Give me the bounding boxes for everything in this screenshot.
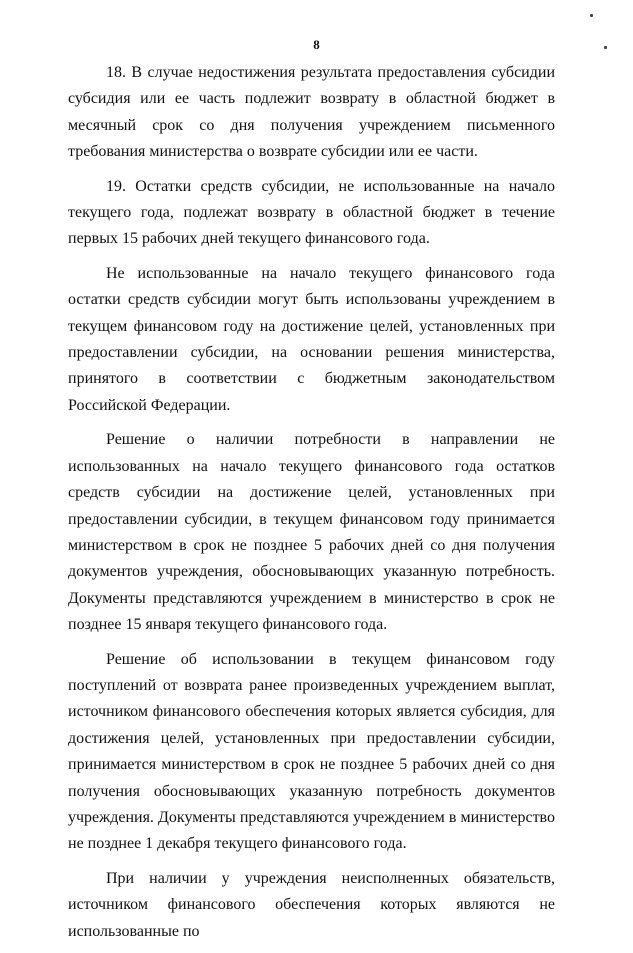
paragraph-unfulfilled-obligations: При наличии у учреждения неисполненных обязательств, источником финансового обеспечения которых являются не использованные по <box>68 869 555 940</box>
paragraph-receipts-decision: Решение об использовании в текущем финансовом году поступлений от возврата ранее произведенных учреждением выплат, источником финансового обеспечения которых является субсидия, для достижения целей, установленных при предоставлении субсидии, принимается министерством в срок не позднее 5 рабочих дней со дня получения обосновывающих указанную потребность документов учреждения. Документы представляются учреждением в министерство не позднее 1 декабря текущего финансового года. <box>68 650 555 853</box>
scan-speck <box>590 14 593 17</box>
scan-speck <box>604 46 607 49</box>
document-body <box>68 60 555 953</box>
paragraph-need-decision: Решение о наличии потребности в направлении не использованных на начало текущего финансового года остатков средств субсидии на достижение целей, установленных при предоставлении субсидии, в текущем финансовом году принимается министерством в срок не позднее 5 рабочих дней со дня получения документов учреждения, обосновывающих указанную потребность. Документы представляются учреждением в министерство в срок не позднее 15 января текущего финансового года. <box>68 431 555 634</box>
page-number: 8 <box>313 37 320 52</box>
paragraph-19: 19. Остатки средств субсидии, не использованные на начало текущего года, подлежат возврату в областной бюджет в течение первых 15 рабочих дней текущего финансового года. <box>68 177 555 248</box>
paragraph-18: 18. В случае недостижения результата предоставления субсидии субсидия или ее часть подлежит возврату в областной бюджет в месячный срок со дня получения учреждением письменного требования министерства о возврате субсидии или ее части. <box>68 64 555 161</box>
paragraph-unused-balances: Не использованные на начало текущего финансового года остатки средств субсидии могут быть использованы учреждением в текущем финансовом году на достижение целей, установленных при предоставлении субсидии, на основании решения министерства, принятого в соответствии с бюджетным законодательством Российской Федерации. <box>68 264 555 414</box>
